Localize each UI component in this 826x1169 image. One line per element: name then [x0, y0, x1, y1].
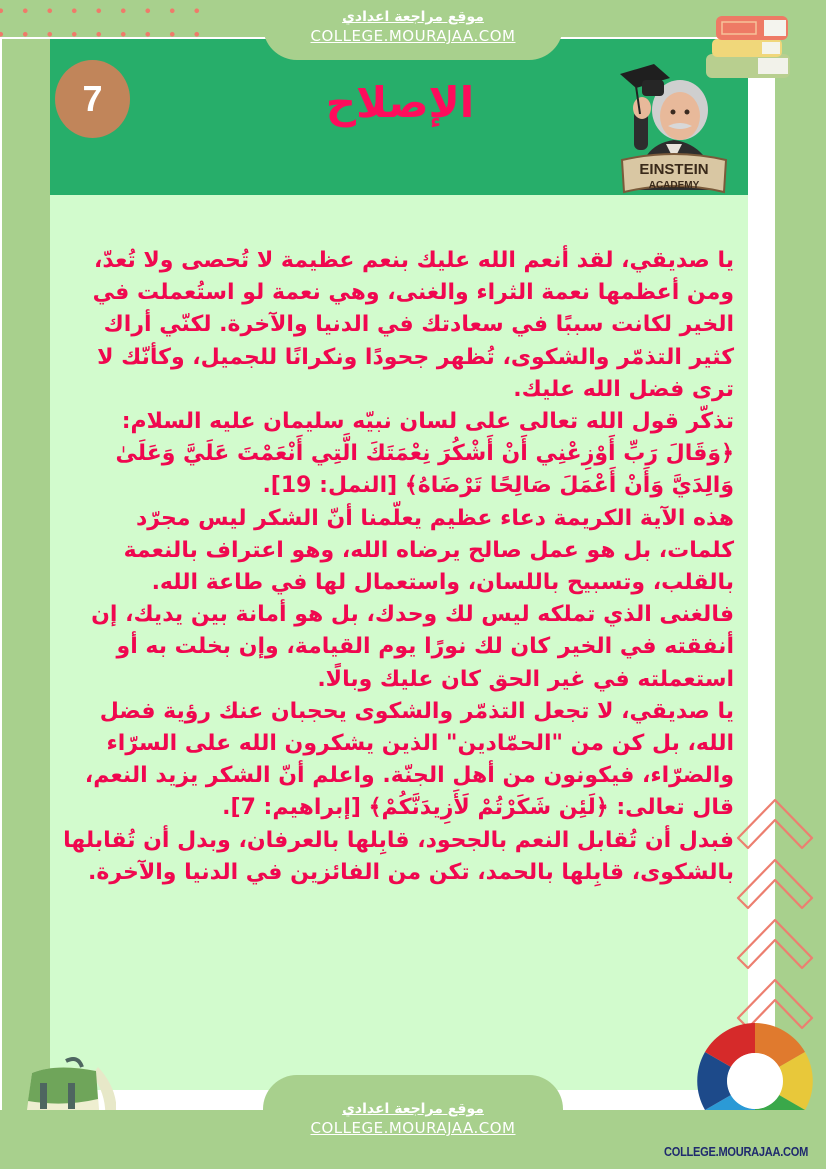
bottom-site-banner — [263, 1075, 563, 1169]
site-url-link[interactable]: COLLEGE.MOURAJAA.COM — [310, 27, 516, 45]
lesson-number-badge: 7 — [55, 60, 130, 138]
paragraph-1: يا صديقي، لقد أنعم الله عليك بنعم عظيمة لا تُحصى ولا تُعدّ، ومن أعظمها نعمة الثراء والغنى، وهي نعمة لو استُعملت في الخير لكانت سببًا في سعادتك في الدنيا والآخرة. لكنّي أراك كثير التذمّر والشكوى، تُظهر جحودًا ونكرانًا للجميل، وكأنّك لا ترى فضل الله عليك. — [92, 248, 734, 402]
corner-brand-text: COLLEGE.MOURAJAA.COM — [664, 1144, 809, 1159]
site-name-link[interactable]: موقع مراجعة اعدادي — [342, 9, 484, 25]
svg-text:ACADEMY: ACADEMY — [648, 180, 700, 191]
site-url-link[interactable]: COLLEGE.MOURAJAA.COM — [310, 1119, 516, 1137]
top-site-banner — [263, 0, 563, 60]
svg-text:EINSTEIN: EINSTEIN — [639, 161, 709, 178]
paragraph-4: فالغنى الذي تملكه ليس لك وحدك، بل هو أمانة بين يديك، إن أنفقته في الخير كان لك نورًا يوم القيامة، وإن بخلت به أو استعملته في غير الحق كان عليك وبالًا. — [91, 602, 734, 692]
chevron-up-decoration-icon — [730, 790, 820, 1040]
einstein-academy-logo-icon — [618, 40, 730, 195]
quran-verse-1: ﴿وَقَالَ رَبِّ أَوْزِعْنِي أَنْ أَشْكُرَ نِعْمَتَكَ الَّتِي أَنْعَمْتَ عَلَيَّ وَعَلَىٰ وَالِدَيَّ وَأَنْ أَعْمَلَ صَالِحًا تَرْضَاهُ﴾ [النمل: 19]. — [115, 441, 734, 499]
paragraph-2: تذكّر قول الله تعالى على لسان نبيّه سليمان عليه السلام: — [121, 409, 734, 435]
paragraph-5: يا صديقي، لا تجعل التذمّر والشكوى يحجبان عنك رؤية فضل الله، بل كن من "الحمّادين" الذين يشكرون الله على السرّاء والضرّاء، فيكونون من أهل الجنّة. واعلم أنّ الشكر يزيد النعم، قال تعالى: ﴿لَئِن شَكَرْتُمْ لَأَزِيدَنَّكُمْ﴾ [إبراهيم: 7]. — [84, 698, 734, 821]
paragraph-3: هذه الآية الكريمة دعاء عظيم يعلّمنا أنّ الشكر ليس مجرّد كلمات، بل هو عمل صالح يرضاه الله، وهو اعتراف بالنعمة بالقلب، وتسبيح باللسان، واستعمال لها في طاعة الله. — [123, 505, 734, 596]
paragraph-6: فبدل أن تُقابل النعم بالجحود، قابِلها بالعرفان، وبدل أن تُقابلها بالشكوى، قابِلها بالحمد، تكن من الفائزين في الدنيا والآخرة. — [63, 827, 734, 885]
page-title: الإصلاح — [325, 78, 475, 127]
site-name-link[interactable]: موقع مراجعة اعدادي — [342, 1101, 484, 1117]
lesson-body — [62, 245, 734, 889]
left-border-band — [2, 39, 50, 1110]
